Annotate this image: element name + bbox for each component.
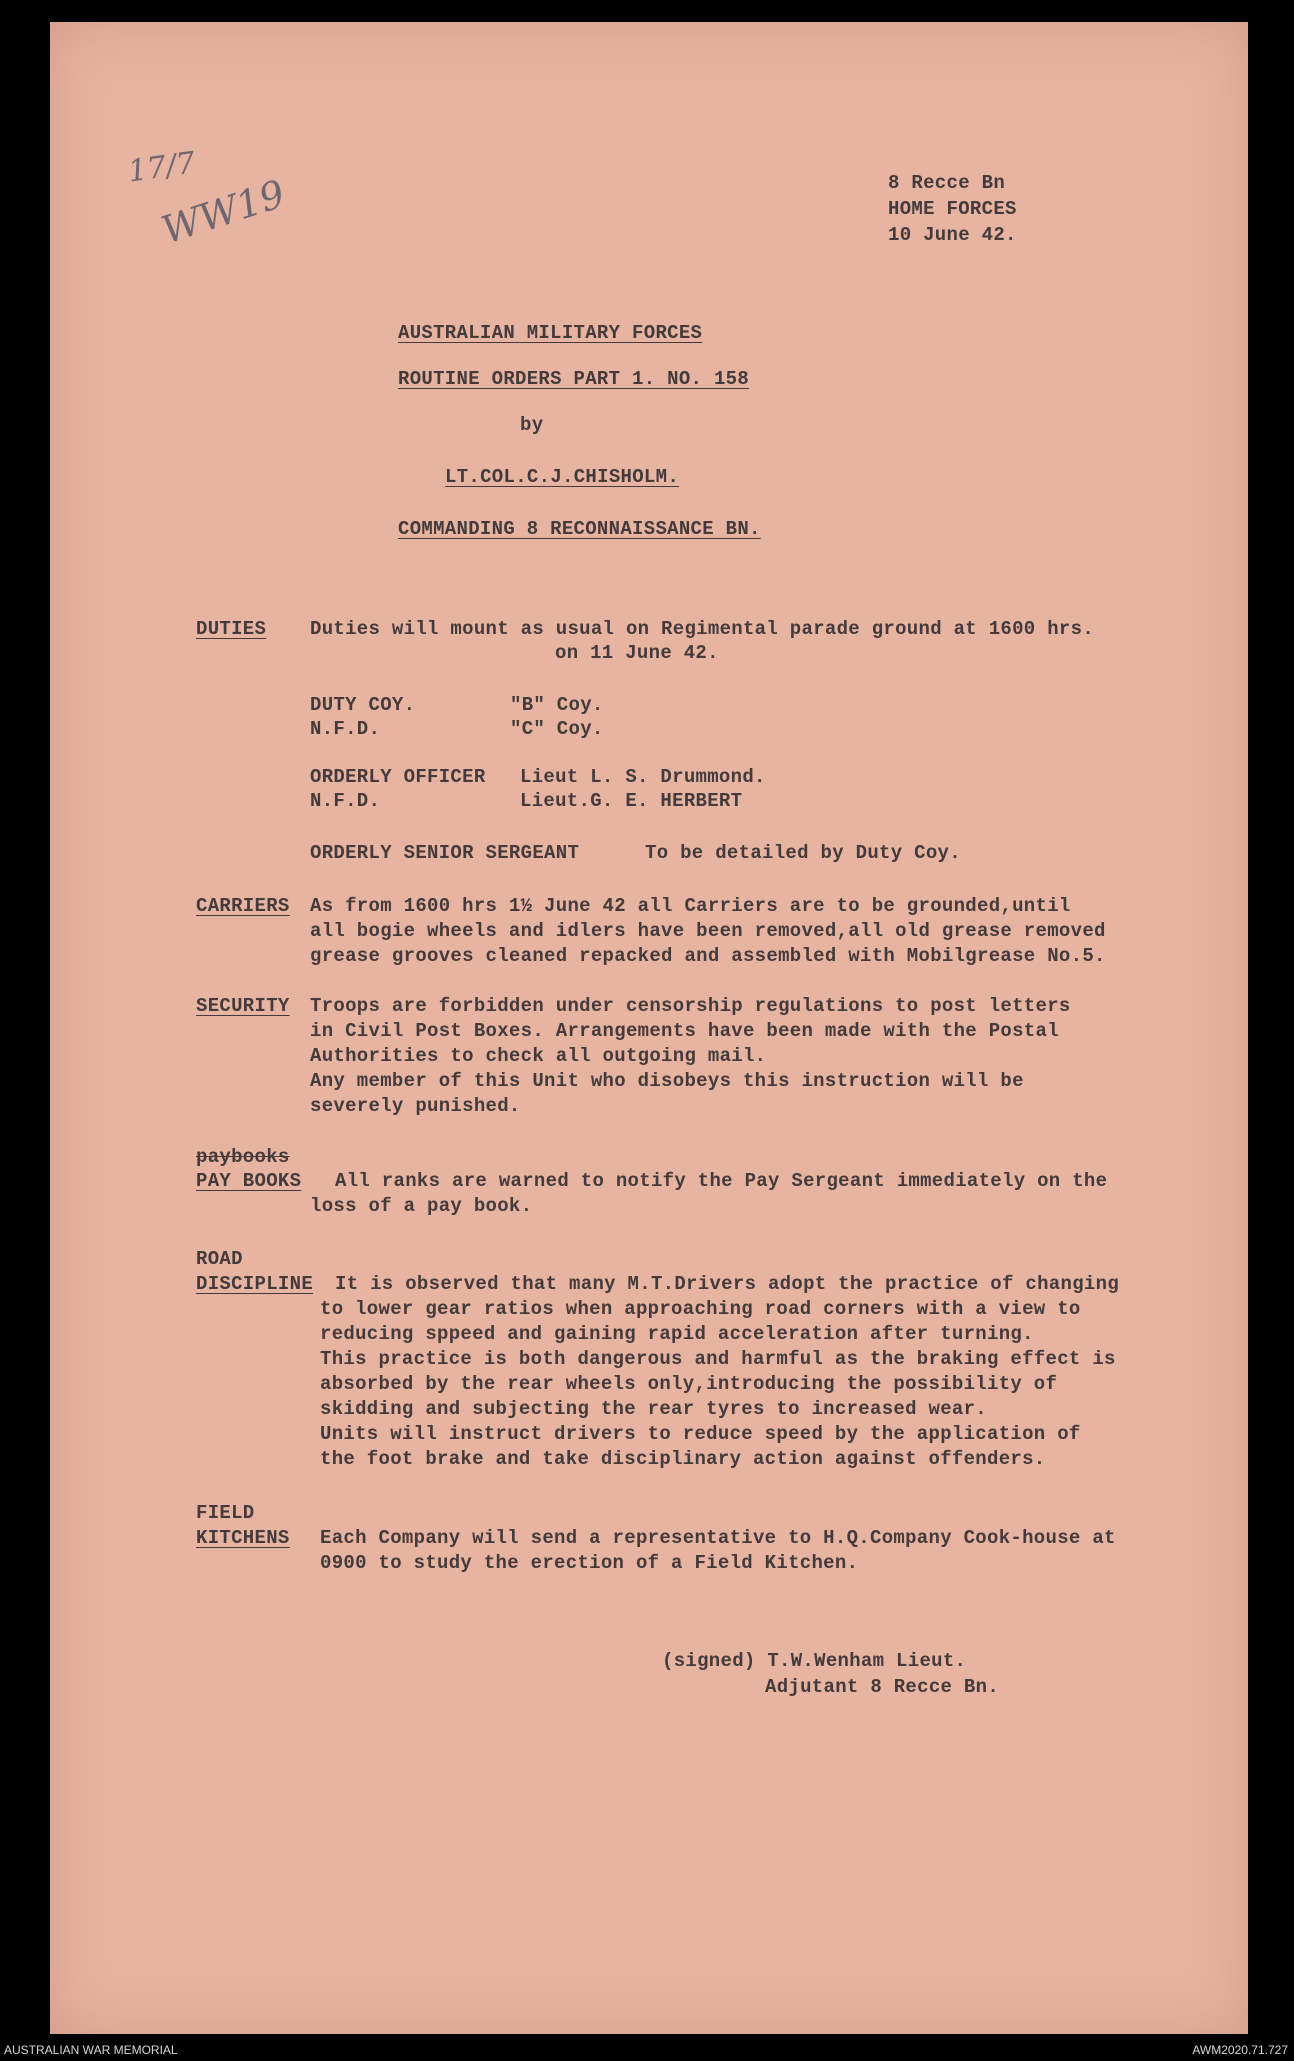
road-line-4: This practice is both dangerous and harmful as the braking effect is <box>320 1348 1116 1370</box>
kitchens-line-2: 0900 to study the erection of a Field Kitchen. <box>320 1552 859 1574</box>
duty-coy-value: "B" Coy. <box>510 694 604 716</box>
handwritten-note-bottom: WW19 <box>156 171 291 253</box>
heading-carriers: CARRIERS <box>196 895 290 917</box>
road-line-5: absorbed by the rear wheels only,introducing the possibility of <box>320 1373 1058 1395</box>
security-line-2: in Civil Post Boxes. Arrangements have been made with the Postal <box>310 1020 1059 1042</box>
nfd-label-1: N.F.D. <box>310 718 381 740</box>
road-line-6: skidding and subjecting the rear tyres to increased wear. <box>320 1398 988 1420</box>
heading-security: SECURITY <box>196 995 290 1017</box>
pay-books-line-1: All ranks are warned to notify the Pay Sergeant immediately on the <box>335 1170 1108 1192</box>
security-line-4: Any member of this Unit who disobeys this instruction will be <box>310 1070 1024 1092</box>
heading-duties: DUTIES <box>196 618 267 640</box>
signature-line-1: (signed) T.W.Wenham Lieut. <box>662 1650 967 1672</box>
footer-institution: AUSTRALIAN WAR MEMORIAL <box>4 2043 178 2057</box>
signature-line-2: Adjutant 8 Recce Bn. <box>765 1676 1000 1698</box>
pay-books-line-2: loss of a pay book. <box>310 1195 533 1217</box>
heading-field: FIELD <box>196 1502 255 1524</box>
orderly-sergeant-value: To be detailed by Duty Coy. <box>645 842 961 864</box>
header-date: 10 June 42. <box>888 224 1017 246</box>
carriers-line-3: grease grooves cleaned repacked and assembled with Mobilgrease No.5. <box>310 945 1106 967</box>
title-commander: LT.COL.C.J.CHISHOLM. <box>445 466 680 488</box>
title-routine-orders: ROUTINE ORDERS PART 1. NO. 158 <box>398 368 750 390</box>
carriers-line-1: As from 1600 hrs 1½ June 42 all Carriers are to be grounded,until <box>310 895 1071 917</box>
road-line-2: to lower gear ratios when approaching road corners with a view to <box>320 1298 1081 1320</box>
heading-discipline: DISCIPLINE <box>196 1273 314 1295</box>
handwritten-note-top: 17/7 <box>125 145 198 190</box>
header-forces: HOME FORCES <box>888 198 1017 220</box>
duty-coy-label: DUTY COY. <box>310 694 416 716</box>
footer-accession-number: AWM2020.71.727 <box>1192 2043 1288 2057</box>
duties-text-1: Duties will mount as usual on Regimental parade ground at 1600 hrs. <box>310 618 1095 640</box>
heading-road: ROAD <box>196 1248 243 1270</box>
orderly-officer-label: ORDERLY OFFICER <box>310 766 486 788</box>
kitchens-line-1: Each Company will send a representative to H.Q.Company Cook-house at <box>320 1527 1116 1549</box>
security-line-5: severely punished. <box>310 1095 521 1117</box>
nfd-value-2: Lieut.G. E. HERBERT <box>520 790 743 812</box>
header-unit: 8 Recce Bn <box>888 172 1006 194</box>
struck-paybooks: paybooks <box>196 1146 290 1168</box>
road-line-1: It is observed that many M.T.Drivers adopt the practice of changing <box>335 1273 1120 1295</box>
orderly-officer-value: Lieut L. S. Drummond. <box>520 766 766 788</box>
security-line-1: Troops are forbidden under censorship regulations to post letters <box>310 995 1071 1017</box>
heading-kitchens: KITCHENS <box>196 1527 290 1549</box>
security-line-3: Authorities to check all outgoing mail. <box>310 1045 767 1067</box>
orderly-sergeant-label: ORDERLY SENIOR SERGEANT <box>310 842 580 864</box>
nfd-label-2: N.F.D. <box>310 790 381 812</box>
title-commanding: COMMANDING 8 RECONNAISSANCE BN. <box>398 518 761 540</box>
nfd-value-1: "C" Coy. <box>510 718 604 740</box>
title-by: by <box>520 414 544 436</box>
road-line-7: Units will instruct drivers to reduce speed by the application of <box>320 1423 1081 1445</box>
duties-text-2: on 11 June 42. <box>555 642 719 664</box>
heading-pay-books: PAY BOOKS <box>196 1170 302 1192</box>
road-line-8: the foot brake and take disciplinary action against offenders. <box>320 1448 1046 1470</box>
carriers-line-2: all bogie wheels and idlers have been removed,all old grease removed <box>310 920 1106 942</box>
title-forces: AUSTRALIAN MILITARY FORCES <box>398 322 703 344</box>
road-line-3: reducing sppeed and gaining rapid acceleration after turning. <box>320 1323 1034 1345</box>
